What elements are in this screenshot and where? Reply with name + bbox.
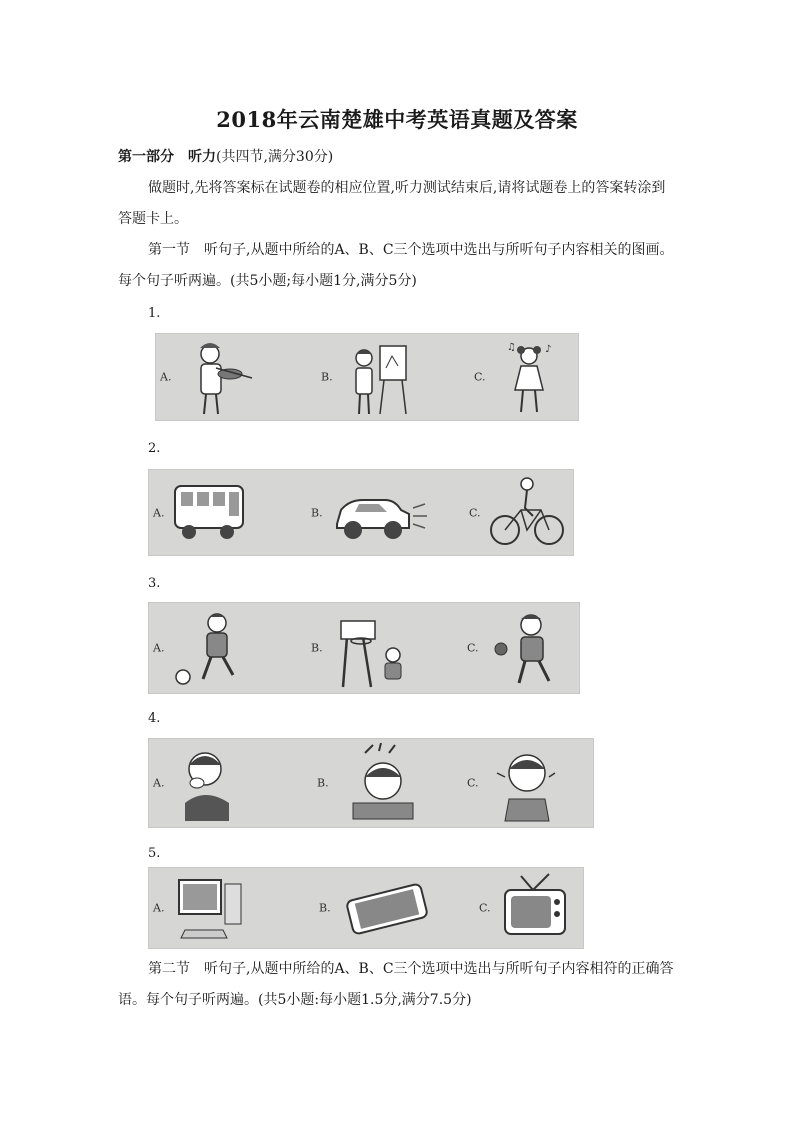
coughing-boy-icon — [175, 743, 239, 823]
question-number: 2. — [148, 441, 161, 456]
svg-text:♪: ♪ — [545, 344, 552, 355]
option-label: B. — [311, 641, 323, 655]
option-label: C. — [467, 641, 479, 655]
mobile-phone-icon — [339, 878, 435, 938]
question-3-picture-strip — [148, 602, 580, 694]
option-label: B. — [319, 901, 331, 915]
question-number: 4. — [148, 711, 161, 726]
option-label: A. — [160, 370, 172, 384]
basketball-player-icon — [335, 607, 415, 689]
violin-player-icon — [186, 338, 256, 416]
option-label: C. — [474, 370, 486, 384]
singing-girl-icon — [501, 338, 561, 416]
question-number: 5. — [148, 846, 161, 861]
option-label: B. — [321, 370, 333, 384]
svg-text:♫: ♫ — [507, 342, 516, 353]
question-number: 1. — [148, 306, 161, 321]
instruction-line-1: 做题时,先将答案标在试题卷的相应位置,听力测试结束后,请将试题卷上的答案转涂到 — [148, 180, 666, 196]
option-label: A. — [153, 641, 165, 655]
option-label: A. — [153, 901, 165, 915]
ping-pong-player-icon — [491, 609, 567, 689]
option-label: B. — [317, 776, 329, 790]
instruction-line-2: 答题卡上。 — [118, 211, 188, 227]
option-label: A. — [153, 506, 165, 519]
car-icon — [329, 480, 429, 546]
question-number: 3. — [148, 576, 161, 591]
option-label: C. — [467, 776, 479, 790]
option-label: A. — [153, 776, 165, 790]
part1-heading-rest: (共四节,满分30分) — [216, 149, 334, 165]
question-4-picture-strip — [148, 738, 594, 828]
section2-line-2: 语。每个句子听两遍。(共5小题:每小题1.5分,满分7.5分) — [118, 992, 472, 1008]
football-player-icon — [173, 609, 249, 689]
television-icon — [499, 872, 571, 944]
section1-line-1: 第一节 听句子,从题中所给的A、B、C三个选项中选出与所听句子内容相关的图画。 — [148, 242, 674, 258]
section1-line-2: 每个句子听两遍。(共5小题;每小题1分,满分5分) — [118, 273, 417, 289]
part1-heading-bold: 第一部分 听力 — [118, 149, 216, 165]
toothache-boy-icon — [493, 743, 563, 823]
part1-heading — [118, 146, 333, 166]
question-2-picture-strip — [148, 469, 574, 556]
option-label: C. — [479, 901, 491, 915]
bus-icon — [171, 480, 247, 546]
bicycle-icon — [487, 474, 567, 550]
section2-line-1: 第二节 听句子,从题中所给的A、B、C三个选项中选出与所听句子内容相符的正确答 — [148, 961, 674, 977]
painter-easel-icon — [346, 338, 416, 416]
question-1-picture-strip — [155, 333, 579, 421]
desktop-computer-icon — [175, 874, 251, 942]
option-label: C. — [469, 506, 481, 519]
page-title: 2018年云南楚雄中考英语真题及答案 — [216, 107, 578, 132]
question-5-picture-strip — [148, 867, 584, 949]
option-label: B. — [311, 506, 323, 519]
headache-boy-icon — [345, 743, 421, 823]
